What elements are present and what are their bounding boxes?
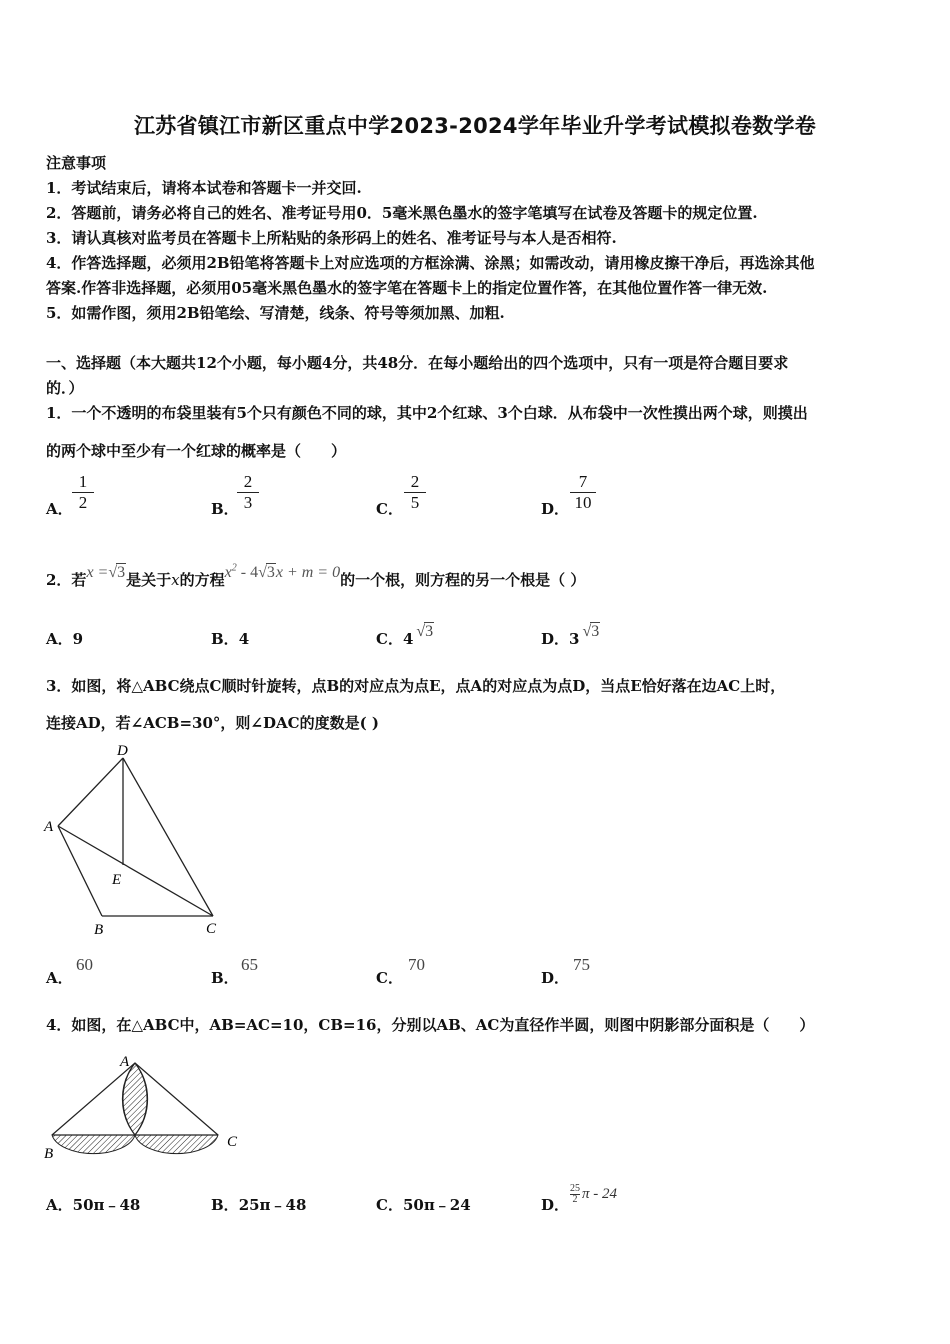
q2-option-b[interactable] [211, 628, 249, 649]
q3-option-d-value: 75 [573, 955, 590, 974]
note-item-2: 2．答题前，请务必将自己的姓名、准考证号用0．5毫米黑色墨水的签字笔填写在试卷及答题卡的规定位置. [46, 204, 758, 222]
q2-option-d-root: √3 [582, 623, 600, 640]
segment-dc [123, 758, 213, 916]
q4-figure [40, 1048, 250, 1168]
q2-var: x [171, 571, 180, 589]
segment-ad [58, 758, 123, 826]
radicand: 3 [425, 623, 434, 640]
label-e: E [112, 872, 122, 888]
q2-prefix: 2．若 [46, 571, 87, 589]
denominator: 2 [78, 493, 88, 512]
option-label: D． [541, 630, 570, 648]
q4-option-c[interactable] [376, 1194, 471, 1215]
q2-eq-exponent: 2 [231, 562, 237, 574]
q4-option-d-rest: π - 24 [582, 1186, 618, 1202]
option-value: 50π﹣24 [402, 1196, 471, 1214]
denominator: 3 [243, 493, 253, 512]
shaded-left-region [52, 1135, 135, 1154]
q4-option-b[interactable] [211, 1194, 306, 1215]
q3-figure [40, 738, 240, 938]
question-3-text: 3．如图，将△ABC绕点C顺时针旋转，点B的对应点为点E，点A的对应点为点D，当点E恰好落在边AC上时， [46, 677, 786, 695]
q4-option-d[interactable] [541, 1194, 569, 1215]
q3-option-c-value: 70 [408, 955, 425, 974]
option-label: C． [376, 1196, 403, 1214]
label-a: A [44, 819, 54, 835]
q2-option-c-root: √3 [416, 623, 434, 640]
q1-option-d[interactable] [541, 498, 569, 519]
option-label: C． [376, 969, 403, 987]
note-item-5: 5．如需作图，须用2B铅笔绘、写清楚，线条、符号等须加黑、加粗. [46, 304, 505, 322]
option-value: 3 [569, 630, 580, 648]
q3-option-d[interactable] [541, 967, 569, 988]
q3-option-a[interactable] [46, 967, 73, 988]
label-a: A [120, 1054, 130, 1070]
q1-option-b-fraction [235, 472, 261, 513]
option-label: C． [376, 500, 403, 518]
option-value: 4 [402, 630, 414, 648]
radicand: 3 [591, 623, 600, 640]
segment-ac [58, 826, 213, 916]
q1-option-c[interactable] [376, 498, 403, 519]
option-label: B． [211, 969, 239, 987]
q4-option-d-fraction [570, 1184, 580, 1205]
q4-option-d-expression [570, 1184, 617, 1205]
option-label: D． [541, 969, 570, 987]
numerator: 2 [243, 472, 253, 491]
q2-option-d[interactable] [541, 623, 600, 649]
option-label: D． [541, 1196, 570, 1214]
q3-option-c[interactable] [376, 967, 403, 988]
shaded-lens [123, 1063, 147, 1135]
denominator: 10 [574, 493, 592, 512]
section-heading: 一、选择题（本大题共12个小题，每小题4分，共48分．在每小题给出的四个选项中，只有一项是符合题目要求 [46, 354, 789, 372]
option-label: A． [46, 500, 73, 518]
option-value: 50π﹣48 [72, 1196, 141, 1214]
q1-option-a[interactable] [46, 498, 73, 519]
q1-option-a-fraction [70, 472, 96, 513]
q2-root-expression: x =√3 [86, 564, 126, 581]
denominator: 5 [410, 493, 420, 512]
option-label: A． [46, 630, 73, 648]
q3-option-a-value: 60 [76, 955, 93, 974]
numerator: 7 [578, 472, 588, 491]
shaded-right-region [135, 1135, 218, 1154]
q2-expr1-var: x = [86, 564, 109, 581]
option-label: B． [211, 630, 239, 648]
numerator: 2 [410, 472, 420, 491]
numerator: 1 [78, 472, 88, 491]
label-b: B [44, 1146, 54, 1162]
question-1-text-cont: 的两个球中至少有一个红球的概率是（ ） [46, 442, 347, 460]
option-value: 4 [238, 630, 250, 648]
q2-eq-coef: - 4 [236, 564, 259, 581]
question-3-text-cont: 连接AD，若∠ACB=30°，则∠DAC的度数是( ) [46, 714, 379, 732]
q2-expr1-radicand: 3 [117, 564, 126, 581]
q2-suffix: 的一个根，则方程的另一个根是（ ） [340, 571, 586, 589]
q2-eq-x: x [224, 564, 232, 581]
q2-option-c[interactable] [376, 623, 434, 649]
q4-option-a[interactable] [46, 1194, 140, 1215]
label-d: D [117, 743, 128, 759]
q2-option-a[interactable] [46, 628, 83, 649]
q1-option-d-fraction [568, 472, 598, 513]
label-c: C [227, 1134, 238, 1150]
option-label: C． [376, 630, 403, 648]
option-label: A． [46, 1196, 73, 1214]
q2-eq-rest: x + m = 0 [275, 564, 341, 581]
option-label: D． [541, 500, 570, 518]
denominator: 2 [570, 1194, 580, 1205]
option-value: 9 [72, 630, 84, 648]
note-item-1: 1．考试结束后，请将本试卷和答题卡一并交回. [46, 179, 362, 197]
option-value: 25π﹣48 [238, 1196, 307, 1214]
q2-middle: 是关于 [126, 571, 172, 589]
label-b: B [94, 922, 104, 938]
note-item-4: 4．作答选择题，必须用2B铅笔将答题卡上对应选项的方框涂满、涂黑；如需改动，请用橡皮擦干净后，再选涂其他 [46, 254, 815, 272]
note-item-4-cont: 答案.作答非选择题，必须用05毫米黑色墨水的签字笔在答题卡上的指定位置作答，在其他位置作答一律无效. [46, 279, 768, 297]
q2-equation: $x^2 - 4√3x + m = 0$ [224, 562, 341, 581]
notes-heading: 注意事项 [46, 154, 107, 172]
question-2-text [46, 562, 586, 590]
option-label: B． [211, 1196, 239, 1214]
question-4-text: 4．如图，在△ABC中，AB=AC=10，CB=16，分别以AB、AC为直径作半圆，则图中阴影部分面积是（ ） [46, 1016, 815, 1034]
option-label: A． [46, 969, 73, 987]
numerator: 25 [570, 1183, 580, 1194]
q2-eq-radicand: 3 [266, 564, 275, 581]
question-1-text: 1．一个不透明的布袋里装有5个只有颜色不同的球，其中2个红球、3个白球．从布袋中一次性摸出两个球，则摸出 [46, 404, 808, 422]
section-heading-cont: 的．） [46, 379, 84, 397]
q2-middle2: 的方程 [179, 571, 225, 589]
note-item-3: 3．请认真核对监考员在答题卡上所粘贴的条形码上的姓名、准考证号与本人是否相符. [46, 229, 617, 247]
q1-option-c-fraction [402, 472, 428, 513]
q3-option-b-value: 65 [241, 955, 258, 974]
page-title: 江苏省镇江市新区重点中学2023-2024学年毕业升学考试模拟卷数学卷 [133, 114, 817, 138]
q3-option-b[interactable] [211, 967, 239, 988]
label-c: C [206, 921, 217, 937]
option-label: B． [211, 500, 239, 518]
